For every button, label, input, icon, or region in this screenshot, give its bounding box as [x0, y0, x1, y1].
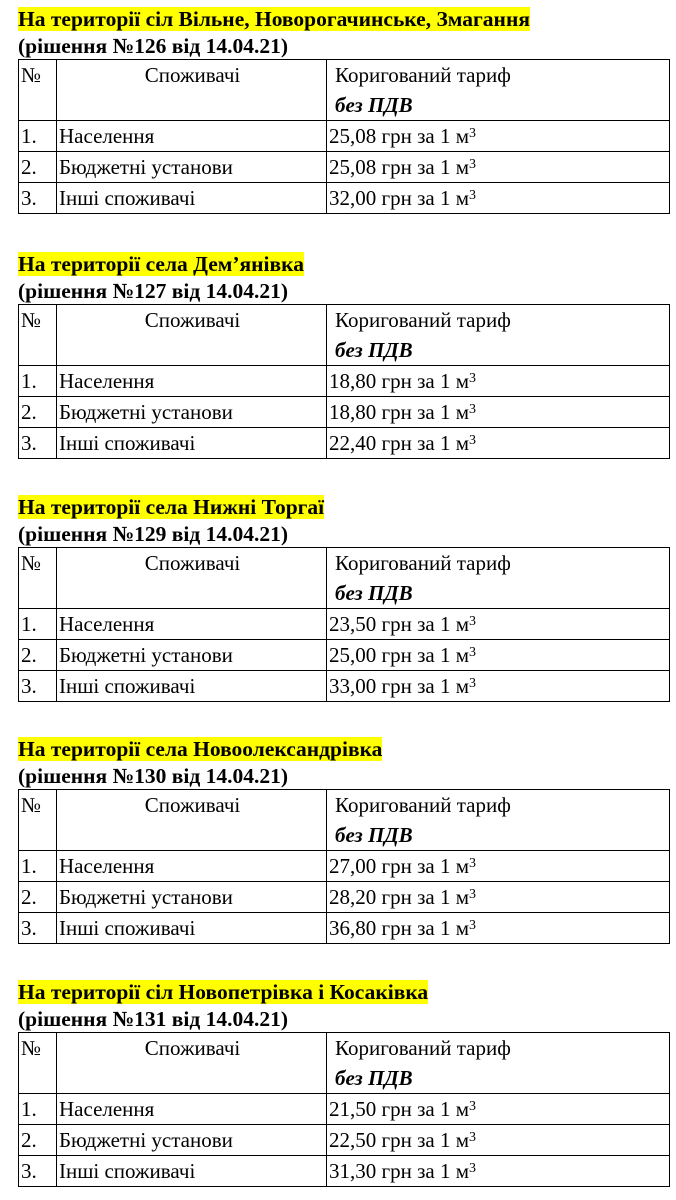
row-price: 36,80: [329, 916, 377, 940]
row-tariff: [327, 366, 670, 397]
row-unit-power: 3: [469, 157, 477, 172]
table-header-row: [19, 305, 670, 366]
table-header-row: [19, 548, 670, 609]
section-decision: (рішення №131 від 14.04.21): [18, 1007, 289, 1031]
row-tariff: [327, 609, 670, 640]
header-number: №: [19, 1033, 57, 1094]
table-header-row: [19, 60, 670, 121]
table-row: [19, 609, 670, 640]
row-number: 1.: [19, 1094, 57, 1125]
row-price: 33,00: [329, 674, 377, 698]
row-consumer: Інші споживачі: [57, 671, 327, 702]
section-decision: (рішення №129 від 14.04.21): [18, 522, 289, 546]
section-title-highlight: На території села Новоолександрівка: [18, 737, 383, 761]
row-number: 3.: [19, 671, 57, 702]
row-price: 25,08: [329, 155, 377, 179]
row-unit: грн за 1 м: [381, 1097, 470, 1121]
row-number: 1.: [19, 366, 57, 397]
table-row: [19, 428, 670, 459]
table-row: [19, 1156, 670, 1187]
header-tariff-note: без ПДВ: [335, 338, 413, 362]
row-tariff: [327, 851, 670, 882]
row-number: 3.: [19, 428, 57, 459]
header-tariff-label: Коригований тариф: [335, 63, 511, 87]
row-tariff: [327, 882, 670, 913]
tariff-section: [18, 735, 670, 944]
row-consumer: Інші споживачі: [57, 183, 327, 214]
row-tariff: [327, 913, 670, 944]
row-consumer: Населення: [57, 851, 327, 882]
row-unit-power: 3: [469, 188, 477, 203]
row-price: 31,30: [329, 1159, 377, 1183]
row-tariff: [327, 428, 670, 459]
table-row: [19, 152, 670, 183]
row-unit-power: 3: [469, 1161, 477, 1176]
row-unit-power: 3: [469, 402, 477, 417]
row-consumer: Населення: [57, 609, 327, 640]
row-tariff: [327, 183, 670, 214]
row-unit-power: 3: [469, 856, 477, 871]
table-row: [19, 640, 670, 671]
row-unit: грн за 1 м: [381, 400, 470, 424]
header-consumers: Споживачі: [57, 1033, 327, 1094]
tariff-section: [18, 5, 670, 214]
header-tariff: [327, 1033, 670, 1094]
row-unit-power: 3: [469, 614, 477, 629]
header-tariff-label: Коригований тариф: [335, 1036, 511, 1060]
row-consumer: Бюджетні установи: [57, 152, 327, 183]
row-tariff: [327, 671, 670, 702]
header-tariff: [327, 790, 670, 851]
row-unit-power: 3: [469, 645, 477, 660]
header-consumers: Споживачі: [57, 790, 327, 851]
table-row: [19, 913, 670, 944]
table-row: [19, 183, 670, 214]
row-unit-power: 3: [469, 918, 477, 933]
row-consumer: Інші споживачі: [57, 1156, 327, 1187]
section-title: [18, 735, 670, 763]
section-title: [18, 978, 670, 1006]
row-consumer: Бюджетні установи: [57, 1125, 327, 1156]
row-tariff: [327, 397, 670, 428]
tariff-section: [18, 493, 670, 702]
row-number: 1.: [19, 121, 57, 152]
row-number: 2.: [19, 882, 57, 913]
row-unit-power: 3: [469, 1130, 477, 1145]
row-price: 22,50: [329, 1128, 377, 1152]
header-consumers: Споживачі: [57, 60, 327, 121]
row-unit: грн за 1 м: [381, 674, 470, 698]
table-header-row: [19, 790, 670, 851]
header-consumers: Споживачі: [57, 548, 327, 609]
header-tariff-label: Коригований тариф: [335, 793, 511, 817]
tariff-table: [18, 304, 670, 459]
header-tariff-note: без ПДВ: [335, 93, 413, 117]
header-tariff: [327, 305, 670, 366]
row-number: 3.: [19, 913, 57, 944]
row-price: 22,40: [329, 431, 377, 455]
row-unit: грн за 1 м: [381, 1159, 470, 1183]
row-number: 2.: [19, 640, 57, 671]
tariff-table: [18, 547, 670, 702]
header-number: №: [19, 790, 57, 851]
header-number: №: [19, 60, 57, 121]
row-number: 2.: [19, 397, 57, 428]
table-row: [19, 1125, 670, 1156]
row-unit: грн за 1 м: [381, 186, 470, 210]
table-header-row: [19, 1033, 670, 1094]
row-consumer: Бюджетні установи: [57, 397, 327, 428]
row-unit: грн за 1 м: [381, 431, 470, 455]
row-price: 32,00: [329, 186, 377, 210]
row-unit-power: 3: [469, 126, 477, 141]
table-row: [19, 851, 670, 882]
table-row: [19, 397, 670, 428]
row-unit: грн за 1 м: [381, 124, 470, 148]
table-row: [19, 121, 670, 152]
section-title-highlight: На території сіл Вільне, Новорогачинське, Змагання: [18, 7, 530, 31]
header-tariff: [327, 548, 670, 609]
tariff-table: [18, 1032, 670, 1187]
row-consumer: Інші споживачі: [57, 913, 327, 944]
row-price: 27,00: [329, 854, 377, 878]
section-decision: (рішення №130 від 14.04.21): [18, 764, 289, 788]
row-unit: грн за 1 м: [381, 916, 470, 940]
table-row: [19, 1094, 670, 1125]
row-unit: грн за 1 м: [381, 155, 470, 179]
section-title: [18, 250, 670, 278]
row-consumer: Населення: [57, 366, 327, 397]
tariff-table: [18, 59, 670, 214]
row-price: 21,50: [329, 1097, 377, 1121]
table-row: [19, 671, 670, 702]
row-tariff: [327, 152, 670, 183]
table-row: [19, 882, 670, 913]
row-unit-power: 3: [469, 371, 477, 386]
row-price: 25,00: [329, 643, 377, 667]
section-title: [18, 5, 670, 33]
row-price: 25,08: [329, 124, 377, 148]
header-tariff-note: без ПДВ: [335, 1066, 413, 1090]
row-unit: грн за 1 м: [381, 369, 470, 393]
row-unit: грн за 1 м: [381, 612, 470, 636]
tariff-section: [18, 250, 670, 459]
row-number: 1.: [19, 609, 57, 640]
row-consumer: Бюджетні установи: [57, 882, 327, 913]
section-title-highlight: На території сіл Новопетрівка і Косаківка: [18, 980, 429, 1004]
row-unit-power: 3: [469, 887, 477, 902]
row-unit-power: 3: [469, 676, 477, 691]
row-price: 28,20: [329, 885, 377, 909]
row-unit: грн за 1 м: [381, 643, 470, 667]
row-tariff: [327, 1094, 670, 1125]
tariff-section: [18, 978, 670, 1187]
row-number: 3.: [19, 1156, 57, 1187]
section-decision: (рішення №126 від 14.04.21): [18, 34, 289, 58]
row-unit: грн за 1 м: [381, 885, 470, 909]
row-price: 23,50: [329, 612, 377, 636]
section-decision: (рішення №127 від 14.04.21): [18, 279, 289, 303]
row-number: 2.: [19, 1125, 57, 1156]
row-unit: грн за 1 м: [381, 1128, 470, 1152]
row-consumer: Інші споживачі: [57, 428, 327, 459]
header-number: №: [19, 548, 57, 609]
row-number: 3.: [19, 183, 57, 214]
header-tariff: [327, 60, 670, 121]
header-consumers: Споживачі: [57, 305, 327, 366]
row-price: 18,80: [329, 400, 377, 424]
row-number: 1.: [19, 851, 57, 882]
row-consumer: Населення: [57, 121, 327, 152]
row-tariff: [327, 1125, 670, 1156]
row-consumer: Населення: [57, 1094, 327, 1125]
row-price: 18,80: [329, 369, 377, 393]
row-consumer: Бюджетні установи: [57, 640, 327, 671]
row-number: 2.: [19, 152, 57, 183]
table-row: [19, 366, 670, 397]
row-tariff: [327, 121, 670, 152]
row-tariff: [327, 1156, 670, 1187]
tariff-table: [18, 789, 670, 944]
header-number: №: [19, 305, 57, 366]
section-title-highlight: На території села Дем’янівка: [18, 252, 304, 276]
header-tariff-note: без ПДВ: [335, 823, 413, 847]
row-tariff: [327, 640, 670, 671]
header-tariff-label: Коригований тариф: [335, 551, 511, 575]
row-unit-power: 3: [469, 1099, 477, 1114]
header-tariff-label: Коригований тариф: [335, 308, 511, 332]
row-unit-power: 3: [469, 433, 477, 448]
row-unit: грн за 1 м: [381, 854, 470, 878]
header-tariff-note: без ПДВ: [335, 581, 413, 605]
section-title-highlight: На території села Нижні Торгаї: [18, 495, 325, 519]
section-title: [18, 493, 670, 521]
